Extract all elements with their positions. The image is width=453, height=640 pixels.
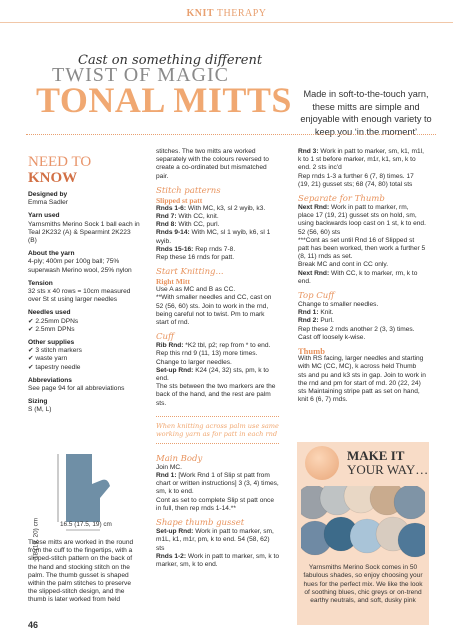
- column-need-to-know: [28, 148, 140, 415]
- other-label: Other supplies: [28, 339, 75, 347]
- title-script: Cast on something different: [78, 53, 263, 68]
- right-mitt-heading: Right Mitt: [156, 277, 190, 287]
- instruction-line: Rnd 2: Purl.: [298, 317, 334, 325]
- instruction-line: ***Cont as set until Rnd 16 of Slipped st patt has been worked, then work a further 5 (8, 11) rnds as set.: [298, 236, 426, 261]
- instruction-line: Use A as MC and B as CC.: [156, 286, 236, 294]
- tension-label: Tension: [28, 279, 53, 287]
- instruction-line: Next Rnd: Work in patt to marker, rm, place 17 (19, 21) gusset sts on hold, sm, using backwards loop cast on 1 st, k to end. 52 (56, 60) sts: [298, 204, 426, 236]
- diagram-width-label: 16.5 (17.5, 19) cm: [60, 521, 112, 528]
- slipped-st-heading: Slipped st patt: [156, 195, 203, 205]
- start-knitting-heading: Start Knitting...: [156, 267, 224, 278]
- instruction-line: Rnd 1: Knit.: [298, 309, 334, 317]
- instruction-line: Cast off loosely k-wise.: [298, 333, 366, 341]
- make-it-heading: MAKE IT: [347, 448, 405, 463]
- section-label-therapy: THERAPY: [216, 8, 267, 19]
- designed-label: Designed by: [28, 191, 68, 198]
- list-item: ✔ 3 stitch markers: [28, 347, 140, 355]
- about-label: About the yarn: [28, 250, 75, 258]
- tension-text: 32 sts x 40 rows = 10cm measured over St st using larger needles: [28, 288, 131, 304]
- column-two: [156, 148, 279, 569]
- yarn-ball-icon: [305, 446, 339, 480]
- instruction-line: Rep these 2 rnds another 2 (3, 3) times.: [298, 325, 415, 333]
- thumb-heading: Thumb: [298, 346, 325, 357]
- instruction-line: Rep rnds 1-3 a further 6 (7, 8) times. 17 (19, 21) gusset sts; 68 (74, 80) total sts: [298, 172, 414, 188]
- page-title: TONAL MITTS: [36, 80, 292, 120]
- abbr-text: See page 94 for all abbreviations: [28, 385, 125, 393]
- instruction-line: Rep these 16 rnds for patt.: [156, 254, 235, 262]
- instruction-line: Rnd 8: With CC, purl.: [156, 221, 220, 229]
- make-it-text: Yarnsmiths Merino Sock comes in 50 fabulous shades, so enjoy choosing your hues for the perfect mix. We like the look of soothing blues, chic greys or on-trend earthy neutrals, and soft, dusky pink: [303, 564, 423, 605]
- section-label: [0, 8, 453, 19]
- your-way-heading: YOUR WAY…: [347, 462, 429, 477]
- yarn-text: Yarnsmiths Merino Sock 1 ball each in Teal 2K232 (A) & Spearmint 2K223 (B): [28, 220, 140, 245]
- standfirst: Made in soft-to-the-touch yarn, these mitts are simple and enjoyable with enough variety to keep you ‘in the moment’: [300, 89, 432, 137]
- instruction-line: Rnd 3: Work in patt to marker, sm, k1, m1l, k to 1 st before marker, m1r, k1, sm, k to end. 2 sts inc'd: [298, 148, 424, 172]
- section-label-knit: KNIT: [186, 8, 214, 19]
- instruction-line: Rnd 7: With CC, knit.: [156, 213, 219, 221]
- mitt-shape: [66, 454, 110, 522]
- yarn-balls-photo: [301, 486, 425, 558]
- sizing-text: S (M, L): [28, 406, 52, 414]
- list-item: ✔ 2.5mm DPNs: [28, 326, 140, 334]
- intro-text: These mitts are worked in the round from the cuff to the fingertips, with a slipped-stitch pattern on the back of the hand and stocking stitch on the palm. The thumb gusset is shaped within the palm stitches to preserve the slipped-stitch design, and the thumb is later worked from held: [28, 539, 134, 604]
- instruction-line: Join MC.: [156, 463, 183, 471]
- instruction-line: Rib Rnd: *K2 tbl, p2; rep from * to end.: [156, 342, 271, 350]
- instruction-line: Break MC and cont in CC only.: [298, 261, 389, 269]
- abbr-label: Abbreviations: [28, 376, 72, 384]
- column-three: [298, 148, 426, 404]
- make-it-your-way-box: [297, 442, 429, 625]
- instruction-line: Rnds 9-14: With MC, sl 1 wyib, k6, sl 1 wyib.: [156, 229, 271, 245]
- intro-continued: stitches. The two mitts are worked separately with the colours reversed to create a co-ordinated but mismatched pair.: [156, 148, 269, 180]
- shape-thumb-heading: Shape thumb gusset: [156, 518, 245, 529]
- list-item: ✔ tapestry needle: [28, 364, 140, 372]
- designer: Emma Sadler: [28, 199, 68, 207]
- dotted-divider: [26, 134, 436, 135]
- yarn-label: Yarn used: [28, 212, 60, 220]
- header-rule: [0, 22, 453, 23]
- main-body-heading: Main Body: [156, 453, 203, 464]
- sizing-label: Sizing: [28, 398, 48, 406]
- diagram-height-label: 18 (19, 20) cm: [32, 517, 40, 560]
- needles-label: Needles used: [28, 309, 71, 317]
- list-item: ✔ waste yarn: [28, 355, 140, 363]
- instruction-line: Set-up Rnd: K24 (24, 32) sts, pm, k to end.: [156, 366, 269, 383]
- stitch-patterns-heading: Stitch patterns: [156, 185, 221, 196]
- need-to-know-heading: NEED TO KNOW: [28, 154, 92, 186]
- instruction-line: Set-up Rnd: Work in patt to marker, sm, m1L, k1, m1r, pm, k to end. 54 (58, 62) sts: [156, 528, 274, 552]
- instruction-line: Next Rnd: With CC, k to marker, rm, k to end.: [298, 269, 418, 285]
- instruction-line: Rnds 1-6: With MC, k3, sl 2 wyib, k3.: [156, 204, 266, 212]
- cuff-heading: Cuff: [156, 332, 175, 343]
- instruction-line: The sts between the two markers are the back of the hand, and the rest are palm sts.: [156, 383, 276, 407]
- list-item: ✔ 2.25mm DPNs: [28, 318, 140, 326]
- instruction-line: Rnds 1-2: Work in patt to marker, sm, k to marker, sm, k to end.: [156, 552, 279, 568]
- separate-thumb-heading: Separate for Thumb: [298, 194, 385, 205]
- instruction-line: Change to larger needles.: [156, 358, 232, 366]
- title-twist: TWIST OF MAGIC: [52, 64, 229, 86]
- instruction-line: Cont as set to complete Slip st patt once in full, then rep rnds 1-14.**: [156, 496, 275, 512]
- instruction-line: Change to smaller needles.: [298, 301, 379, 309]
- pull-quote: When knitting across palm use same working yarn as for patt in each rnd: [156, 416, 279, 444]
- instruction-line: With RS facing, larger needles and starting with MC (CC, MC), k across held Thumb sts and pu and k3 sts in gap. Join to work in the rnd and pm for start of rnd. 20 (22, 24) sts Maintaining stripe patt as set on hand, knit 6 (6, 7) rnds.: [298, 355, 426, 404]
- top-cuff-heading: Top Cuff: [298, 291, 335, 302]
- about-text: 4-ply; 400m per 100g ball; 75% superwash Merino wool, 25% nylon: [28, 258, 132, 274]
- instruction-line: Rep this rnd 9 (11, 13) more times.: [156, 350, 258, 358]
- instruction-line: Rnds 15-16: Rep rnds 7-8.: [156, 245, 236, 253]
- page-number: 46: [28, 620, 39, 630]
- instruction-line: **With smaller needles and CC, cast on 52 (56, 60) sts. Join to work in the rnd, being careful not to twist. Pm to mark start of rnd.: [156, 294, 272, 327]
- instruction-line: Rnd 1: [Work Rnd 1 of Slip st patt from chart or written instructions] 3 (3, 4) times, sm, k to end.: [156, 472, 279, 496]
- yarn-ball: [394, 486, 425, 519]
